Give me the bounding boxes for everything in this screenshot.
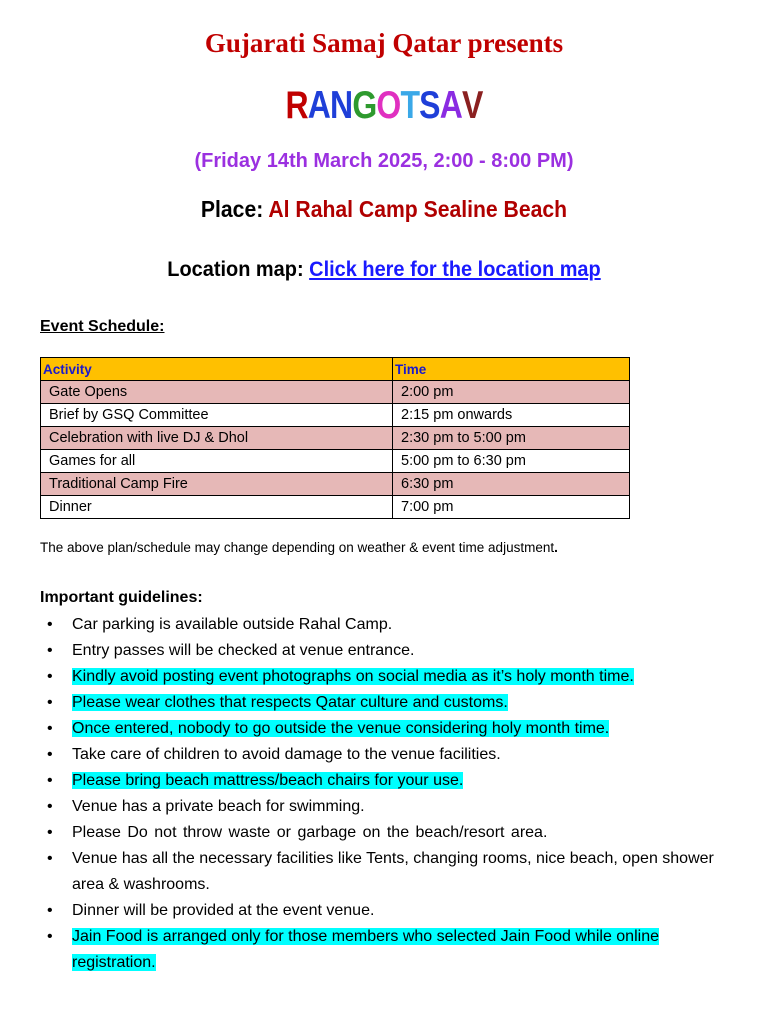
bullet-icon: • bbox=[47, 694, 53, 711]
guideline-text: Please Do not throw waste or garbage on the beach/resort area. bbox=[72, 824, 548, 841]
time-cell: 2:30 pm to 5:00 pm bbox=[393, 427, 630, 450]
schedule-heading: Event Schedule: bbox=[40, 318, 165, 335]
event-date: (Friday 14th March 2025, 2:00 - 8:00 PM) bbox=[194, 150, 574, 172]
bullet-icon: • bbox=[47, 720, 53, 737]
table-row bbox=[41, 404, 630, 427]
schedule-note bbox=[40, 540, 558, 555]
guideline-text: Venue has all the necessary facilities like Tents, changing rooms, nice beach, open shower area & washrooms. bbox=[72, 850, 714, 893]
place-label: Place: bbox=[200, 196, 264, 222]
bullet-icon: • bbox=[47, 824, 53, 841]
table-row bbox=[41, 427, 630, 450]
title-letter: O bbox=[376, 84, 401, 127]
time-cell: 7:00 pm bbox=[393, 496, 630, 519]
column-header-activity: Activity bbox=[41, 358, 393, 381]
table-row bbox=[41, 450, 630, 473]
bullet-icon: • bbox=[47, 642, 53, 659]
table-row bbox=[41, 473, 630, 496]
time-cell: 6:30 pm bbox=[393, 473, 630, 496]
guidelines-heading: Important guidelines: bbox=[40, 589, 203, 606]
list-item bbox=[40, 924, 720, 976]
schedule-note-period: . bbox=[554, 540, 558, 555]
title-letter: A bbox=[307, 84, 331, 127]
org-heading: Gujarati Samaj Qatar presents bbox=[204, 28, 564, 58]
bullet-icon: • bbox=[47, 928, 53, 945]
guideline-text: Please wear clothes that respects Qatar culture and customs. bbox=[72, 694, 508, 711]
guideline-text: Venue has a private beach for swimming. bbox=[72, 798, 365, 815]
title-letter: G bbox=[352, 84, 377, 127]
title-letter: N bbox=[330, 84, 353, 127]
location-map-line bbox=[19, 258, 749, 282]
bullet-icon: • bbox=[47, 668, 53, 685]
bullet-icon: • bbox=[47, 616, 53, 633]
location-label: Location map: bbox=[167, 258, 304, 281]
guideline-text: Please bring beach mattress/beach chairs for your use. bbox=[72, 772, 464, 789]
bullet-icon: • bbox=[47, 746, 53, 763]
list-item bbox=[40, 638, 720, 664]
bullet-icon: • bbox=[47, 798, 53, 815]
event-place bbox=[31, 196, 738, 223]
list-item bbox=[40, 742, 720, 768]
title-letter: T bbox=[400, 84, 420, 127]
schedule-header-row bbox=[41, 358, 630, 381]
guideline-text: Entry passes will be checked at venue entrance. bbox=[72, 642, 415, 659]
list-item bbox=[40, 794, 720, 820]
list-item bbox=[40, 690, 720, 716]
guideline-text: Take care of children to avoid damage to the venue facilities. bbox=[72, 746, 501, 763]
title-letter: R bbox=[285, 84, 308, 127]
activity-cell: Traditional Camp Fire bbox=[41, 473, 393, 496]
list-item bbox=[40, 768, 720, 794]
column-header-time: Time bbox=[393, 358, 630, 381]
guidelines-list bbox=[40, 612, 720, 976]
title-letter: S bbox=[419, 84, 440, 127]
bullet-icon: • bbox=[47, 850, 53, 867]
list-item bbox=[40, 846, 720, 898]
list-item bbox=[40, 898, 720, 924]
time-cell: 2:00 pm bbox=[393, 381, 630, 404]
guideline-text: Once entered, nobody to go outside the venue considering holy month time. bbox=[72, 720, 610, 737]
guideline-text: Jain Food is arranged only for those members who selected Jain Food while online registration. bbox=[72, 928, 659, 971]
guideline-text: Kindly avoid posting event photographs on social media as it’s holy month time. bbox=[72, 668, 634, 685]
activity-cell: Brief by GSQ Committee bbox=[41, 404, 393, 427]
table-row bbox=[41, 381, 630, 404]
bullet-icon: • bbox=[47, 902, 53, 919]
table-row bbox=[41, 496, 630, 519]
location-map-link[interactable]: Click here for the location map bbox=[309, 258, 601, 281]
guideline-text: Dinner will be provided at the event venue. bbox=[72, 902, 375, 919]
activity-cell: Dinner bbox=[41, 496, 393, 519]
list-item bbox=[40, 820, 720, 846]
schedule-note-text: The above plan/schedule may change depending on weather & event time adjustment bbox=[40, 540, 555, 555]
list-item bbox=[40, 664, 720, 690]
title-letter: V bbox=[461, 84, 483, 127]
time-cell: 5:00 pm to 6:30 pm bbox=[393, 450, 630, 473]
list-item bbox=[40, 716, 720, 742]
list-item bbox=[40, 612, 720, 638]
time-cell: 2:15 pm onwards bbox=[393, 404, 630, 427]
schedule-table bbox=[40, 357, 630, 519]
activity-cell: Celebration with live DJ & Dhol bbox=[41, 427, 393, 450]
guideline-text: Car parking is available outside Rahal Camp. bbox=[72, 616, 393, 633]
place-value: Al Rahal Camp Sealine Beach bbox=[268, 196, 568, 222]
bullet-icon: • bbox=[47, 772, 53, 789]
title-letter: A bbox=[439, 84, 462, 127]
event-title bbox=[69, 84, 699, 128]
activity-cell: Games for all bbox=[41, 450, 393, 473]
activity-cell: Gate Opens bbox=[41, 381, 393, 404]
